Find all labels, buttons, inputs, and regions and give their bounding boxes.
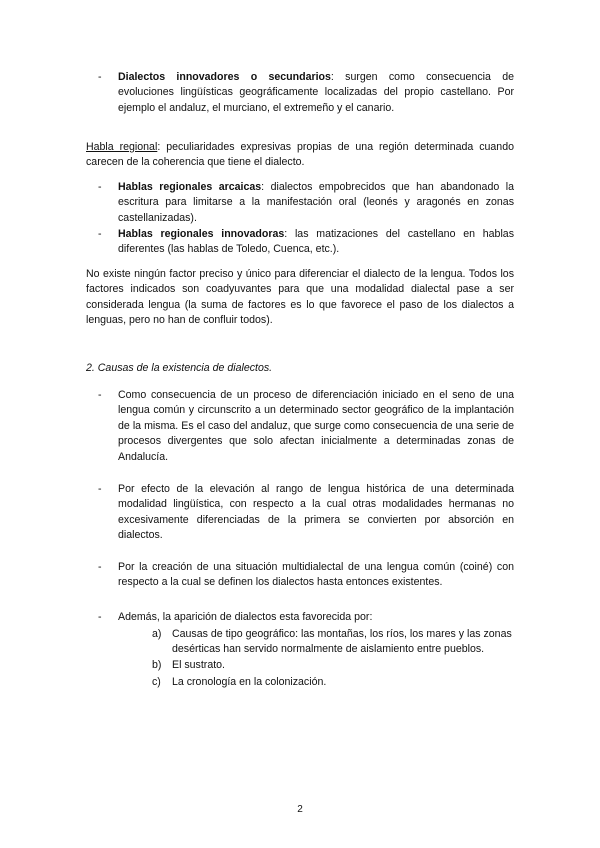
section-title: 2. Causas de la existencia de dialectos. — [86, 362, 273, 374]
term-habla-regional: Habla regional — [86, 141, 158, 153]
page-number: 2 — [297, 804, 303, 815]
term-dialectos-innovadores: Dialectos innovadores o secundarios — [118, 71, 331, 83]
bullet-causa-4: Además, la aparición de dialectos esta favorecida por: — [118, 611, 373, 623]
sublist-letter: c) — [152, 676, 161, 688]
bullet-dialectos-innovadores — [118, 70, 514, 116]
paragraph-habla-regional — [86, 140, 514, 171]
sublist-item-geografico: Causas de tipo geográfico: las montañas, los ríos, los mares y las zonas desérticas han servido normalmente de aislamiento entre pueblos. — [172, 628, 512, 656]
sublist-item-sustrato: El sustrato. — [172, 659, 225, 671]
definition-text: : las matizaciones del castellano en hablas diferentes (las hablas de Toledo, Cuenca, etc.). — [118, 228, 514, 256]
bullet-hablas-arcaicas — [118, 180, 514, 226]
sublist-letter: b) — [152, 659, 162, 671]
bullet-hablas-innovadoras — [118, 227, 514, 258]
definition-text: : dialectos empobrecidos que han abandonado la escritura para limitarse a la manifestación oral (leonés y aragonés en zonas castellanizadas). — [118, 181, 514, 224]
bullet-dash: - — [98, 561, 102, 573]
bullet-dash: - — [98, 389, 102, 401]
definition-text: : peculiaridades expresivas propias de una región determinada cuando carecen de la coherencia que tiene el dialecto. — [86, 141, 514, 169]
bullet-dash: - — [98, 181, 102, 193]
bullet-causa-1: Como consecuencia de un proceso de diferenciación iniciado en el seno de una lengua común y circunscrito a un determinado sector geográfico de la implantación de la misma. Es el caso del andaluz, que surge como consecuencia de una serie de procesos divergentes que solo afectan inicialmente a determinadas zonas de Andalucía. — [118, 389, 514, 463]
bullet-dash: - — [98, 611, 102, 623]
definition-text: : surgen como consecuencia de evoluciones lingüísticas geográficamente localizadas del propio castellano. Por ejemplo el andaluz, el murciano, el extremeño y el canario. — [118, 71, 514, 114]
bullet-causa-3: Por la creación de una situación multidialectal de una lengua común (coiné) con respecto a la cual se definen los dialectos hasta entonces existentes. — [118, 561, 514, 589]
bullet-causa-2: Por efecto de la elevación al rango de lengua histórica de una determinada modalidad lingüística, con respecto a la cual otras modalidades hermanas no excesivamente diferenciadas de la primera se convierten por absorción en dialectos. — [118, 483, 514, 542]
sublist-letter: a) — [152, 628, 162, 640]
bullet-dash: - — [98, 483, 102, 495]
term-hablas-arcaicas: Hablas regionales arcaicas — [118, 181, 262, 193]
sublist-item-cronologia: La cronología en la colonización. — [172, 676, 327, 688]
term-hablas-innovadoras: Hablas regionales innovadoras — [118, 228, 285, 240]
bullet-dash: - — [98, 71, 102, 83]
bullet-dash: - — [98, 228, 102, 240]
paragraph-factores: No existe ningún factor preciso y único para diferenciar el dialecto de la lengua. Todos los factores indicados son coadyuvantes para que una modalidad dialectal pase a ser considerada lengua (la suma de factores es lo que favorece el paso de los dialectos a lenguas, pero no han de confluir todos). — [86, 268, 514, 327]
